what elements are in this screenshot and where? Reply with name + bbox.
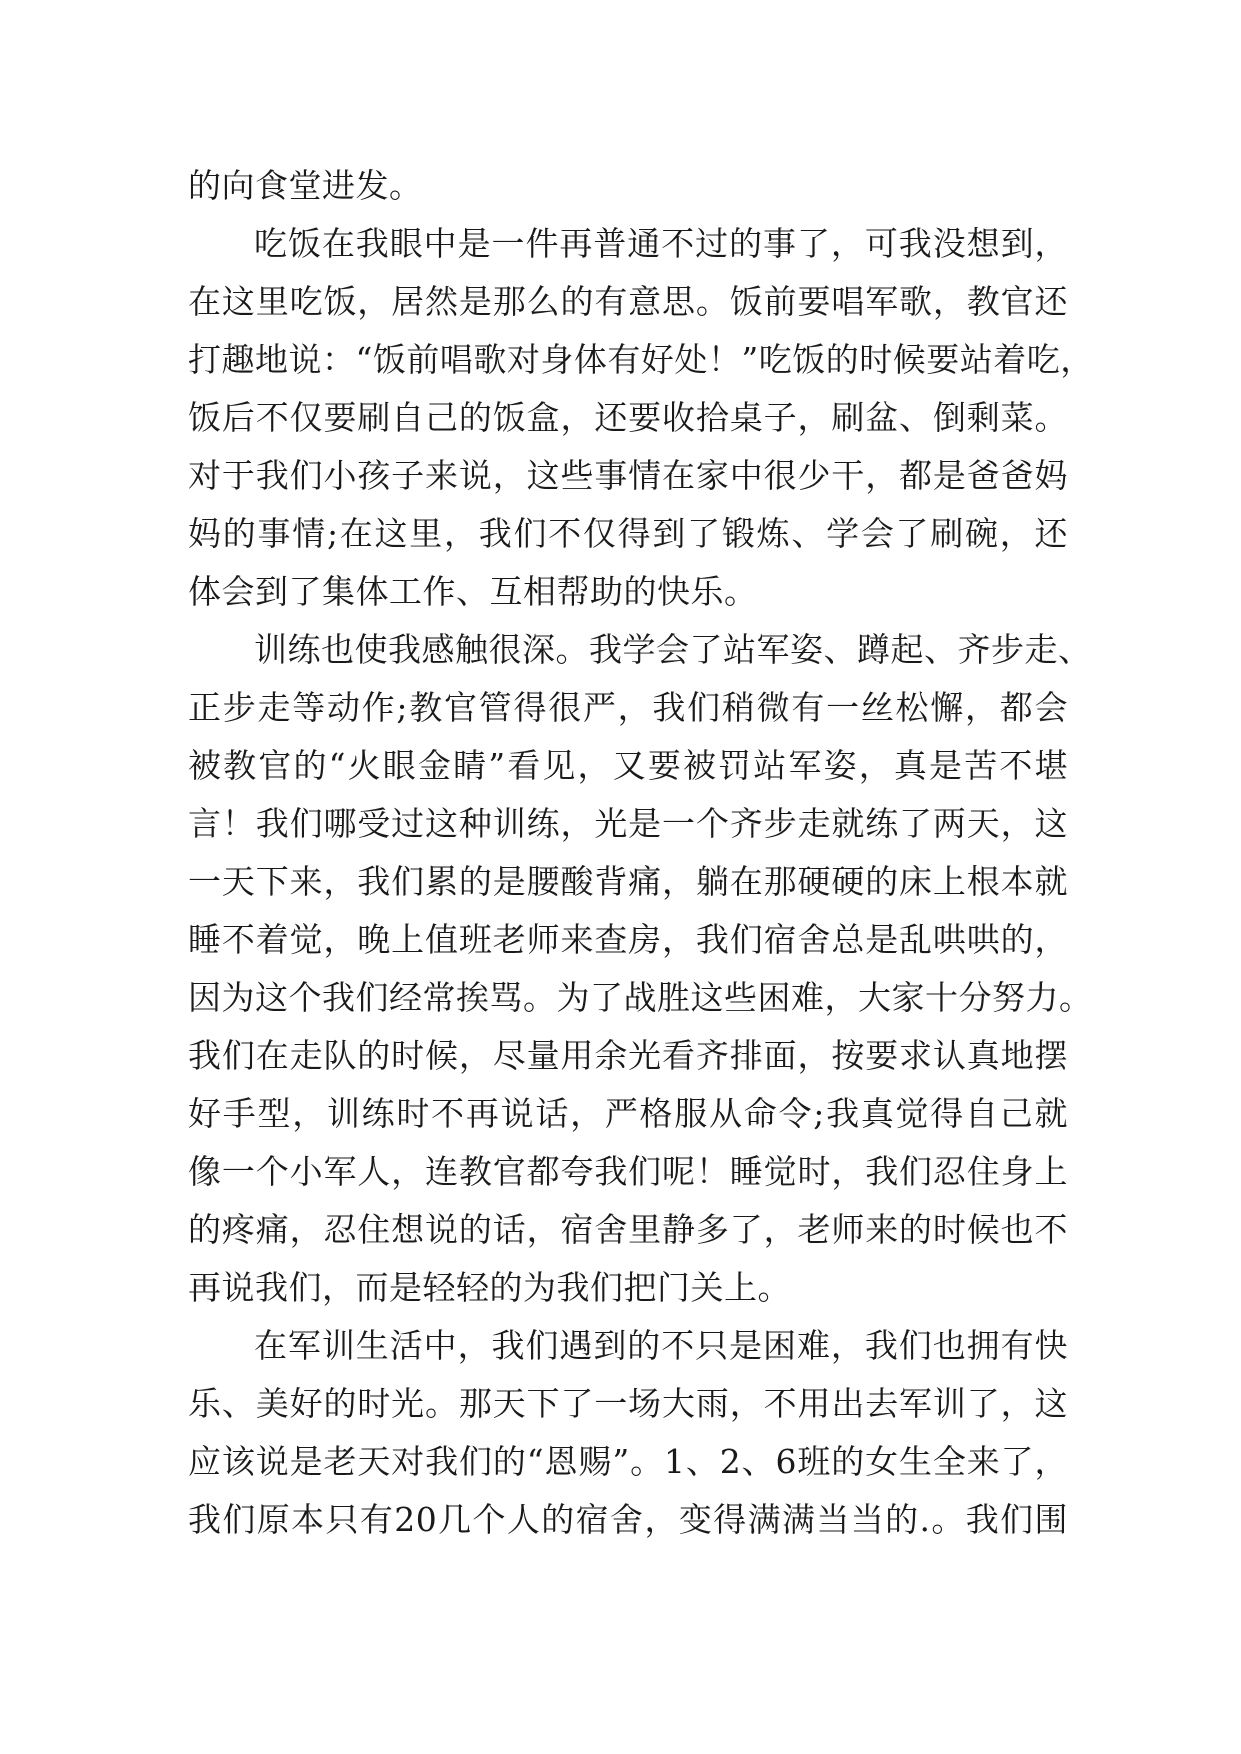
text-line: 言！我们哪受过这种训练，光是一个齐步走就练了两天，这 bbox=[188, 804, 1068, 843]
document-body bbox=[188, 157, 1094, 1549]
paragraph bbox=[188, 621, 1093, 1317]
text-line: 饭后不仅要刷自己的饭盒，还要收拾桌子，刷盆、倒剩菜。 bbox=[188, 398, 1068, 437]
text-line: 吃饭在我眼中是一件再普通不过的事了，可我没想到， bbox=[254, 224, 1068, 263]
text-line: 睡不着觉，晚上值班老师来查房，我们宿舍总是乱哄哄的， bbox=[188, 920, 1068, 959]
text-line: 正步走等动作;教官管得很严，我们稍微有一丝松懈，都会 bbox=[188, 688, 1068, 727]
text-line: 被教官的“火眼金睛”看见，又要被罚站军姿，真是苦不堪 bbox=[188, 746, 1068, 785]
text-line: 在军训生活中，我们遇到的不只是困难，我们也拥有快 bbox=[254, 1326, 1068, 1365]
text-line: 好手型，训练时不再说话，严格服从命令;我真觉得自己就 bbox=[188, 1094, 1068, 1133]
text-line: 的向食堂进发。 bbox=[188, 166, 423, 205]
text-line: 在这里吃饭，居然是那么的有意思。饭前要唱军歌，教官还 bbox=[188, 282, 1068, 321]
paragraph bbox=[188, 1317, 1068, 1549]
text-line: 再说我们，而是轻轻的为我们把门关上。 bbox=[188, 1268, 791, 1307]
text-line: 的疼痛，忍住想说的话，宿舍里静多了，老师来的时候也不 bbox=[188, 1210, 1068, 1249]
text-line: 应该说是老天对我们的“恩赐”。1、2、6班的女生全来了， bbox=[188, 1442, 1068, 1481]
text-line: 一天下来，我们累的是腰酸背痛，躺在那硬硬的床上根本就 bbox=[188, 862, 1068, 901]
text-line: 乐、美好的时光。那天下了一场大雨，不用出去军训了，这 bbox=[188, 1384, 1068, 1423]
paragraph bbox=[188, 157, 1068, 215]
text-line: 对于我们小孩子来说，这些事情在家中很少干，都是爸爸妈 bbox=[188, 456, 1068, 495]
paragraph bbox=[188, 215, 1094, 621]
text-line: 因为这个我们经常挨骂。为了战胜这些困难，大家十分努力。 bbox=[188, 978, 1093, 1017]
text-line: 我们在走队的时候，尽量用余光看齐排面，按要求认真地摆 bbox=[188, 1036, 1068, 1075]
text-line: 训练也使我感触很深。我学会了站军姿、蹲起、齐步走、 bbox=[254, 630, 1092, 669]
text-line: 打趣地说：“饭前唱歌对身体有好处！”吃饭的时候要站着吃， bbox=[188, 340, 1094, 379]
text-line: 妈的事情;在这里，我们不仅得到了锻炼、学会了刷碗，还 bbox=[188, 514, 1068, 553]
text-line: 我们原本只有20几个人的宿舍，变得满满当当的.。我们围 bbox=[188, 1500, 1068, 1539]
text-line: 体会到了集体工作、互相帮助的快乐。 bbox=[188, 572, 758, 611]
text-line: 像一个小军人，连教官都夸我们呢！睡觉时，我们忍住身上 bbox=[188, 1152, 1068, 1191]
